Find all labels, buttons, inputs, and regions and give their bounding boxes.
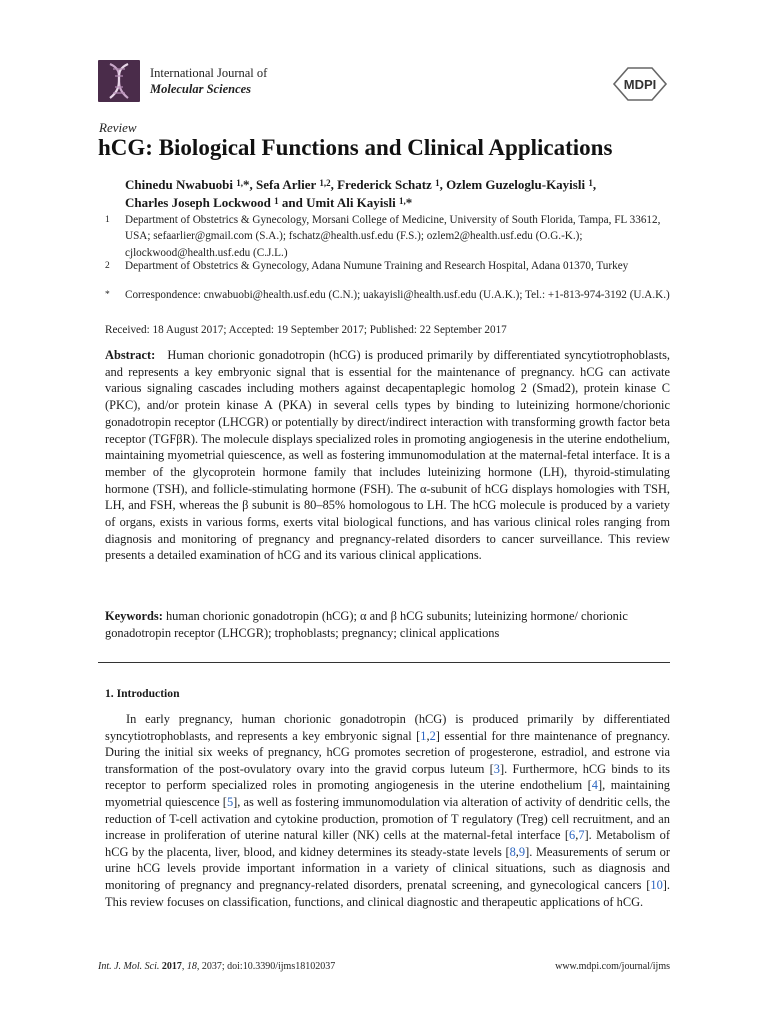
affiliation-text: Department of Obstetrics & Gynecology, Adana Numune Training and Research Hospital, Adana 01370, Turkey: [125, 260, 629, 272]
publisher-name: MDPI: [623, 77, 657, 92]
affiliation-mark: *: [105, 290, 110, 300]
intro-paragraph: In early pregnancy, human chorionic gonadotropin (hCG) is produced primarily by differentiated syncytiotrophoblasts, and represents a key embryonic signal [1,2] essential for thre maintenance of pregnancy. During the initial six weeks of pregnancy, hCG promotes secretion of progesterone, estradiol, and estrone via transformation of the post-ovulatory ovary into the gravid corpus luteum [3]. Furthermore, hCG binds to its receptor to perform specialized roles in promoting angiogenesis in the uterine endothelium [4], maintaining myometrial quiescence [5], as well as fostering immunomodulation via alteration of activity of dendritic cells, the reduction of T-cell activation and cytokine production, promotion of T regulatory (Treg) cell recruitment, and an increase in proliferation of uterine natural killer (NK) cells at the maternal-fetal interface [6,7]. Metabolism of hCG by the placenta, liver, blood, and kidney determines its steady-state levels [8,9]. Measurements of serum or urine hCG levels provide important information in a variety of clinical situations, such as diagnosis and monitoring of pregnancy and pregnancy-related disorders, prenatal screening, and gynecological cancers [10]. This review focuses on classification, functions, and clinical diagnostic and therapeutic applications of hCG.: [105, 712, 670, 909]
authors-line-1: Chinedu Nwabuobi $^{1,}$*, Sefa Arlier $^{1,2}$, Frederick Schatz $^1$, Ozlem Guzeloglu-Kayisli $^1$,: [125, 177, 597, 192]
citation-rest: , 18, 2037; doi:10.3390/ijms18102037: [181, 961, 336, 972]
affiliation-1: [105, 212, 675, 261]
correspondence-text: Correspondence: cnwabuobi@health.usf.edu (C.N.); uakayisli@health.usf.edu (U.A.K.); Tel.: +1-813-974-3192 (U.A.K.): [125, 289, 670, 301]
author-list: [125, 176, 685, 212]
correspondence: [105, 287, 675, 303]
citation-year: 2017: [161, 961, 182, 972]
article-type: Review: [99, 120, 137, 135]
abstract: [105, 347, 670, 564]
journal-name-line1: International Journal of: [150, 66, 268, 80]
abstract-text: Human chorionic gonadotropin (hCG) is produced primarily by differentiated syncytiotrophoblasts, and represents a key embryonic signal that is essential for the maintenance of pregnancy. hCG can activate various signaling cascades including mothers against decapentaplegic homolog 2 (Smad2), protein kinase C (PKC), and/or protein kinase A (PKA) in several cells types by binding to luteinizing hormone/chorionic gonadotropin receptor (LHCGR) or potentially by direct/indirect interaction with transforming growth factor beta receptor (TGFβR). The molecule displays specialized roles in promoting angiogenesis in the uterine endothelium, maintaining myometrial quiescence, as well as fostering immunomodulation at the maternal-fetal interface. It is a member of the glycoprotein hormone family that includes luteinizing hormone (LH), thyroid-stimulating hormone (TSH), and follicle-stimulating hormone (FSH). The α-subunit of hCG displays homologies with TSH, LH, and FSH, whereas the β subunit is 80–85% homologous to LH. The hCG molecule is produced by a variety of organs, exists in various forms, exerts vital biological functions, and has various clinical roles ranging from diagnosis and monitoring of pregnancy and pregnancy-related disorders to cancer surveillance. This review presents a detailed examination of hCG and its various clinical applications.: [105, 348, 670, 563]
journal-logo: [98, 60, 140, 102]
affiliation-mark: 2: [105, 261, 110, 271]
dna-helix-icon: [98, 60, 140, 102]
section-divider: [98, 662, 670, 663]
journal-url[interactable]: www.mdpi.com/journal/ijms: [555, 961, 670, 972]
keywords: [105, 608, 670, 641]
affiliation-2: [105, 258, 675, 274]
introduction-body: [105, 711, 670, 910]
keywords-label: Keywords:: [105, 609, 163, 623]
affiliation-text: Department of Obstetrics & Gynecology, Morsani College of Medicine, University of South Florida, Tampa, FL 33612, USA; sefaarlier@gmail.com (S.A.); fschatz@health.usf.edu (F.S.); ozlem2@health.usf.edu (O.G.-K.); cjlockwood@health.usf.edu (C.J.L.): [125, 214, 661, 259]
citation-footer: [98, 961, 335, 972]
mdpi-logo-icon: [608, 66, 672, 102]
section-heading: 1. Introduction: [105, 687, 180, 700]
article-title: hCG: Biological Functions and Clinical Applications: [98, 135, 613, 160]
publication-dates: Received: 18 August 2017; Accepted: 19 September 2017; Published: 22 September 2017: [105, 324, 507, 336]
journal-name-line2: Molecular Sciences: [150, 82, 252, 96]
affiliation-mark: 1: [105, 215, 110, 225]
abstract-label: Abstract:: [105, 348, 156, 362]
authors-line-2: Charles Joseph Lockwood $^1$ and Umit Ali Kayisli $^{1,}$*: [125, 195, 413, 210]
journal-abbrev: Int. J. Mol. Sci.: [98, 961, 160, 972]
keywords-text: human chorionic gonadotropin (hCG); α and β hCG subunits; luteinizing hormone/ chorionic gonadotropin receptor (LHCGR); trophoblasts; pregnancy; clinical applications: [105, 609, 628, 640]
